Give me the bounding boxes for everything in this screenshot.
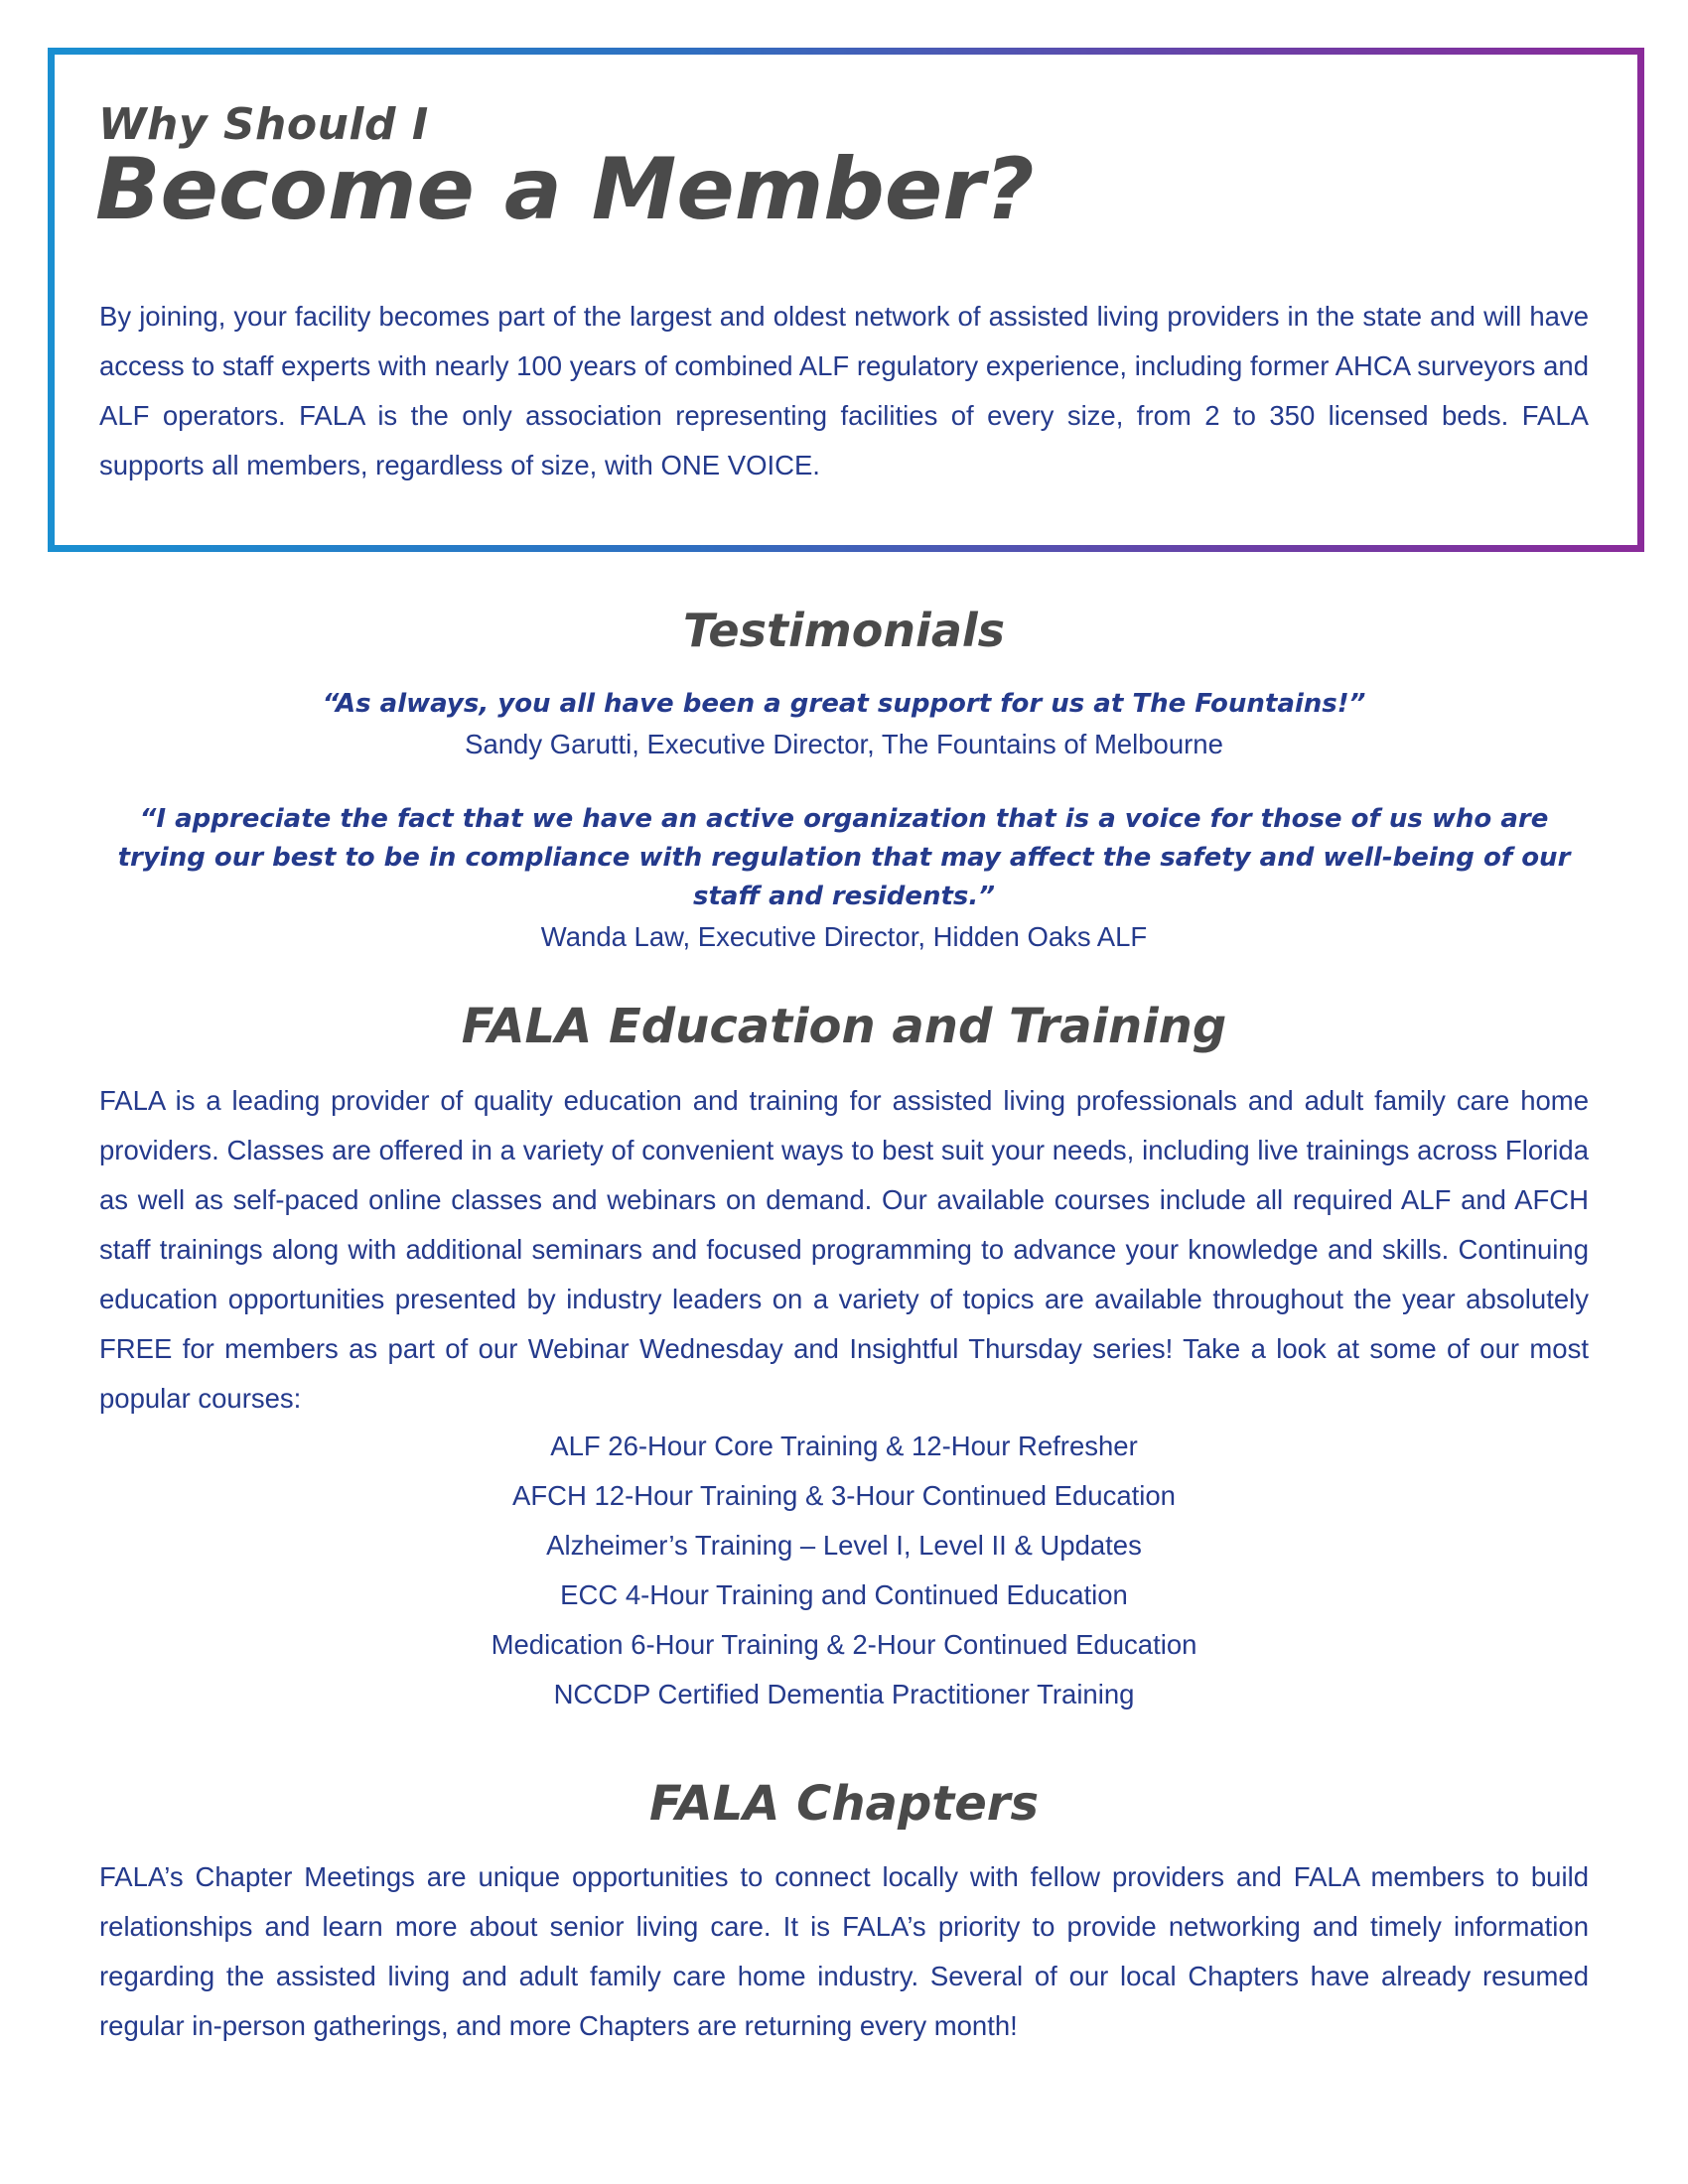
course-list — [0, 1422, 1688, 1719]
chapters-paragraph: FALA’s Chapter Meetings are unique opportunities to connect locally with fellow providers and FALA members to build relationships and learn more about senior living care. It is FALA’s priority to provide networking and timely information regarding the assisted living and adult family care home industry. Several of our local Chapters have already resumed regular in-person gatherings, and more Chapters are returning every month! — [99, 1861, 1589, 2041]
course-item: AFCH 12-Hour Training & 3-Hour Continued Education — [512, 1480, 1176, 1511]
chapters-heading: FALA Chapters — [648, 1776, 1040, 1832]
testimonial-author: Wanda Law, Executive Director, Hidden Oaks ALF — [540, 921, 1148, 952]
course-item: ECC 4-Hour Training and Continued Education — [560, 1579, 1128, 1610]
education-paragraph: FALA is a leading provider of quality education and training for assisted living professionals and adult family care home providers. Classes are offered in a variety of convenient ways to best suit your needs, including live trainings across Florida as well as self-paced online classes and webinars on demand. Our available courses include all required ALF and AFCH staff trainings along with additional seminars and focused programming to advance your knowledge and skills. Continuing education opportunities presented by industry leaders on a variety of topics are available throughout the year absolutely FREE for members as part of our Webinar Wednesday and Insightful Thursday series! Take a look at some of our most popular courses: — [99, 1085, 1589, 1414]
kicker-heading: Why Should I — [98, 99, 429, 150]
testimonial-quote: “As always, you all have been a great support for us at The Fountains!” — [322, 689, 1366, 719]
course-item: NCCDP Certified Dementia Practitioner Training — [553, 1679, 1135, 1709]
course-item: Alzheimer’s Training – Level I, Level II & Updates — [546, 1530, 1142, 1561]
education-heading: FALA Education and Training — [461, 999, 1227, 1054]
testimonial-author: Sandy Garutti, Executive Director, The Fountains of Melbourne — [465, 729, 1223, 759]
page-title: Become a Member? — [95, 140, 1035, 239]
membership-intro-paragraph: By joining, your facility becomes part of the largest and oldest network of assisted living providers in the state and will have access to staff experts with nearly 100 years of combined ALF regulatory experience, including former AHCA surveyors and ALF operators. FALA is the only association representing facilities of every size, from 2 to 350 licensed beds. FALA supports all members, regardless of size, with ONE VOICE. — [99, 301, 1589, 480]
testimonial-quote: “I appreciate the fact that we have an active organization that is a voice for those of us who are trying our best to be in compliance with regulation that may affect the safety and well-being of our staff and residents.” — [117, 804, 1571, 911]
testimonials-heading: Testimonials — [682, 604, 1006, 657]
course-item: Medication 6-Hour Training & 2-Hour Continued Education — [491, 1629, 1197, 1660]
course-item: ALF 26-Hour Core Training & 12-Hour Refresher — [550, 1431, 1138, 1461]
